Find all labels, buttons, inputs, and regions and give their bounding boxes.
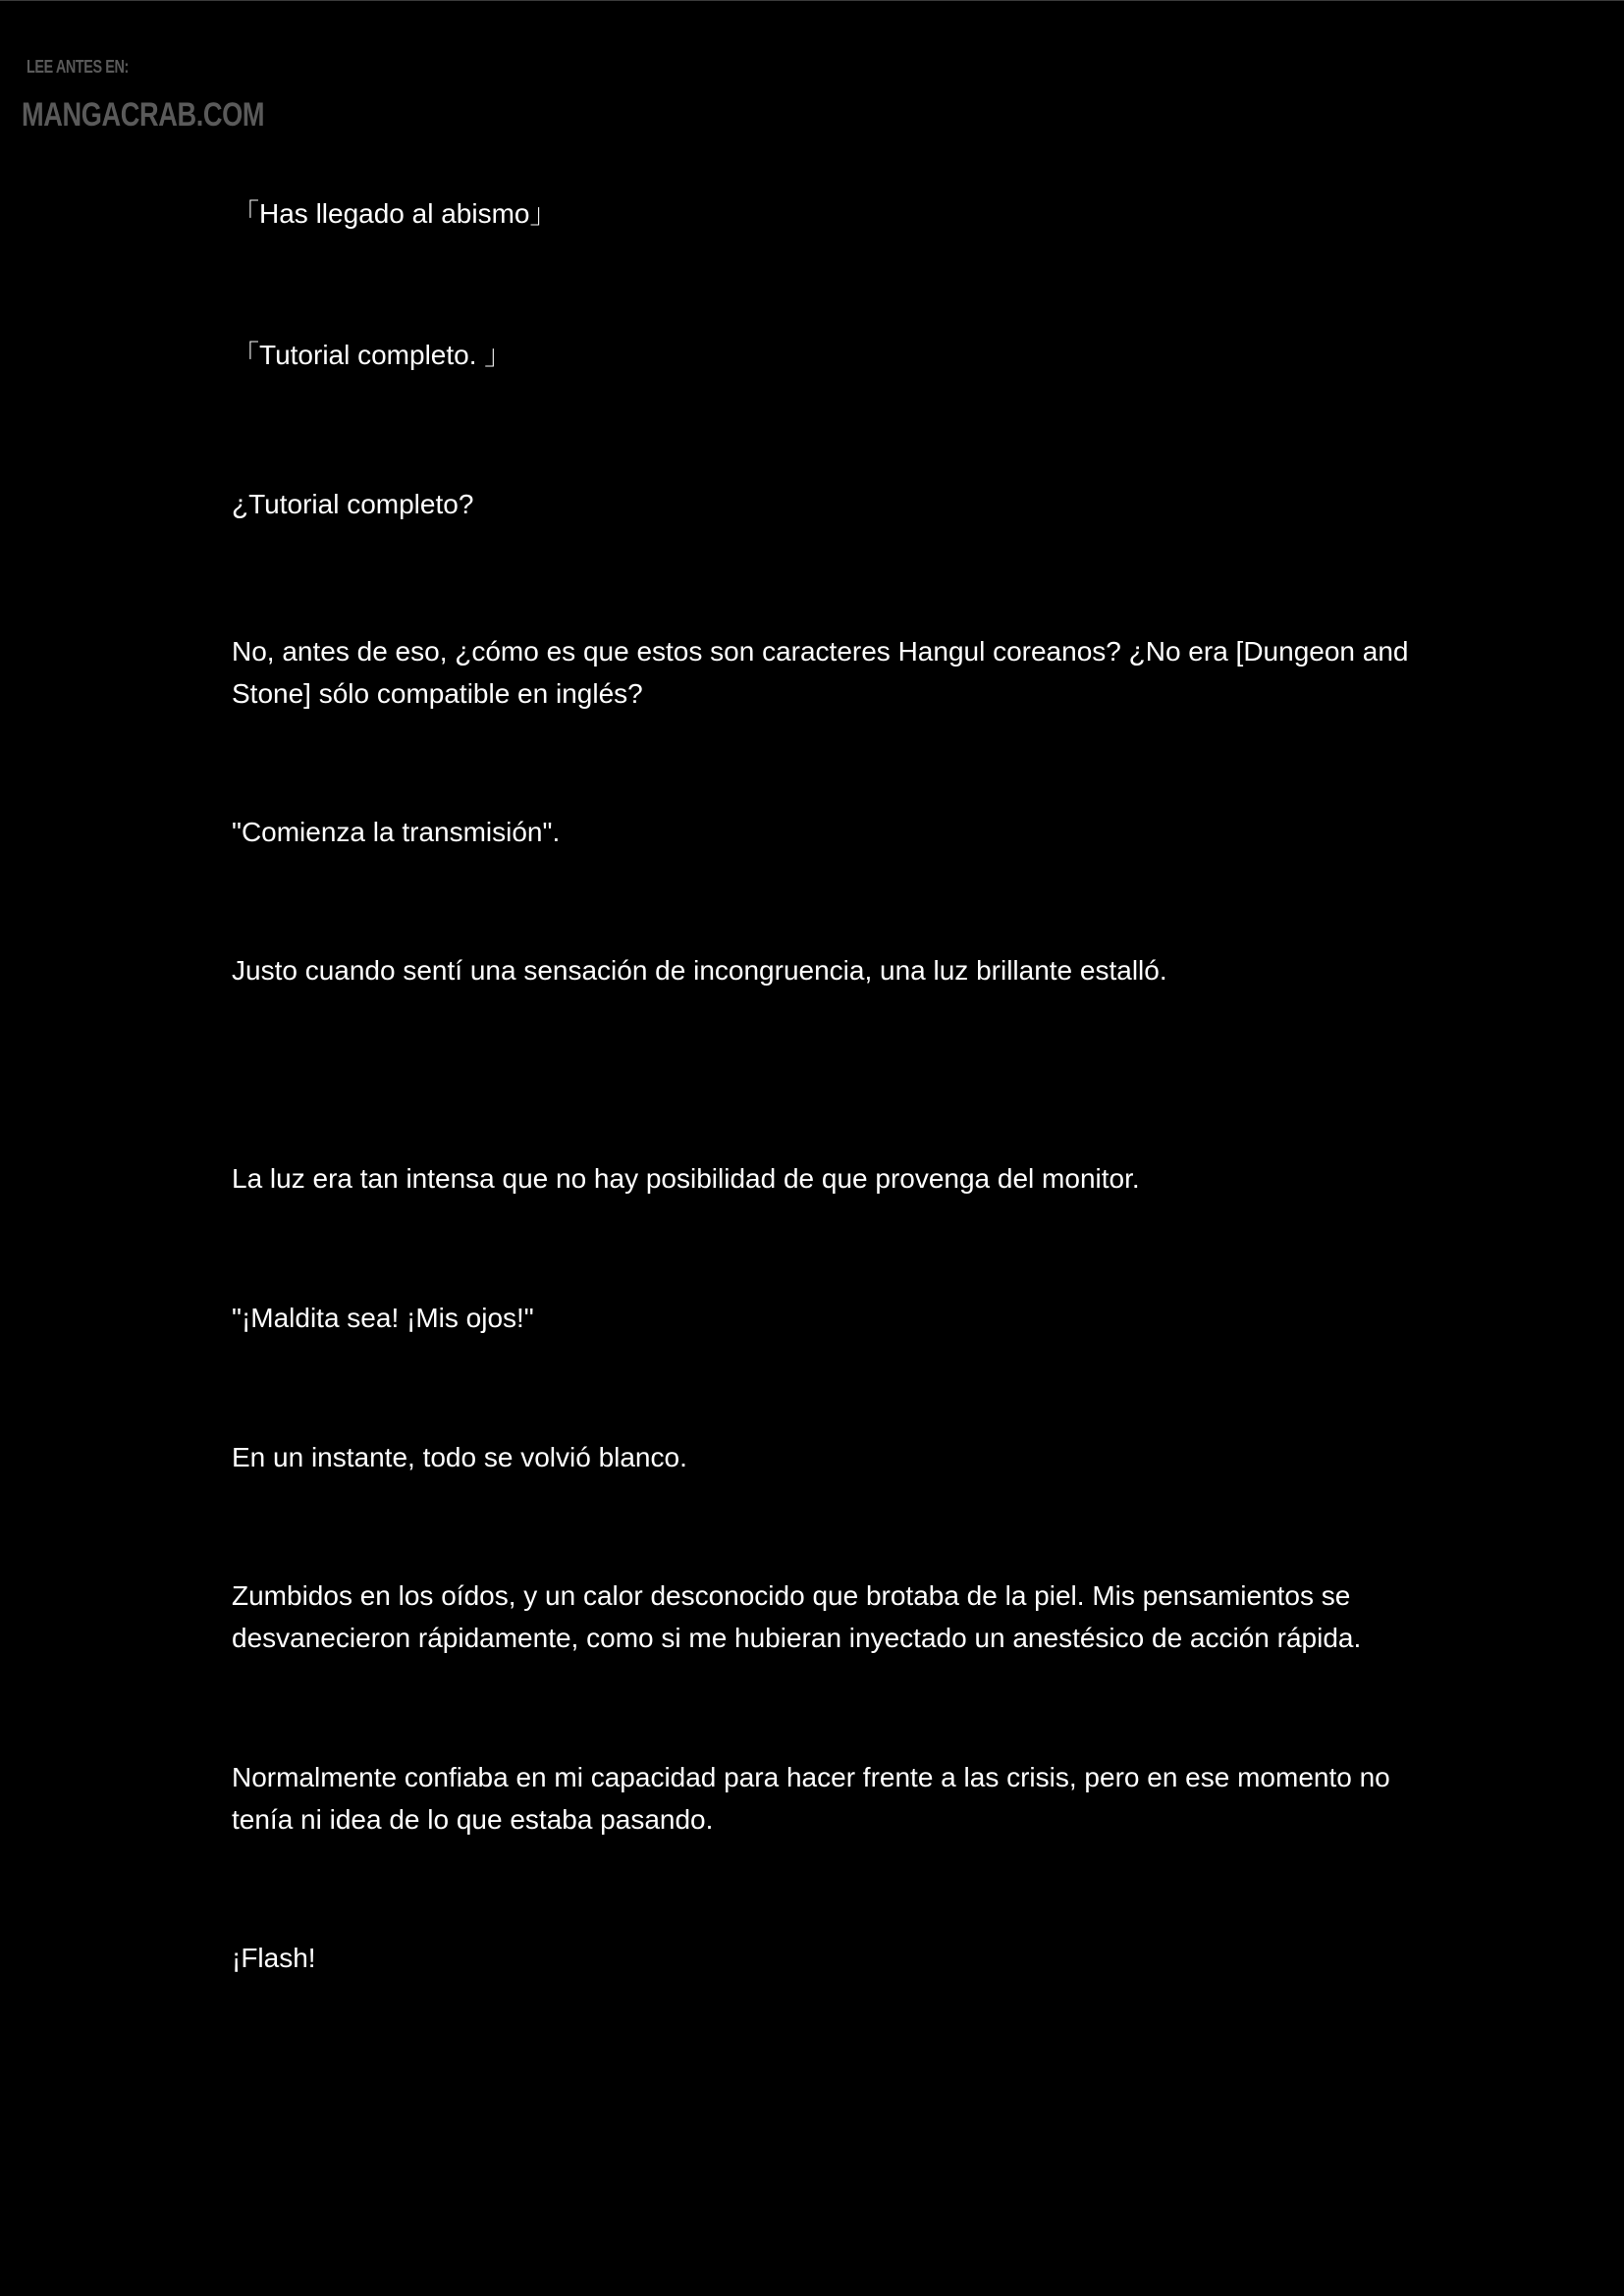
paragraph-2: 「Tutorial completo. 」: [232, 340, 513, 370]
paragraph-9: En un instante, todo se volvió blanco.: [232, 1442, 687, 1472]
paragraph-5: "Comienza la transmisión".: [232, 817, 561, 847]
paragraph-11: Normalmente confiaba en mi capacidad para hacer frente a las crisis, pero en ese momento no tenía ni idea de lo que estaba pasando.: [232, 1762, 1390, 1835]
watermark-label: LEE ANTES EN:: [27, 57, 129, 77]
paragraph-8: "¡Maldita sea! ¡Mis ojos!": [232, 1303, 534, 1333]
paragraph-12: ¡Flash!: [232, 1943, 316, 1973]
paragraph-7: La luz era tan intensa que no hay posibilidad de que provenga del monitor.: [232, 1163, 1140, 1194]
paragraph-10: Zumbidos en los oídos, y un calor desconocido que brotaba de la piel. Mis pensamientos se desvanecieron rápidamente, como si me hubieran inyectado un anestésico de acción rápida.: [232, 1580, 1362, 1653]
paragraph-6: Justo cuando sentí una sensación de incongruencia, una luz brillante estalló.: [232, 955, 1167, 986]
page-top-border: [0, 0, 1624, 1]
paragraph-3: ¿Tutorial completo?: [232, 489, 474, 519]
paragraph-4: No, antes de eso, ¿cómo es que estos son caracteres Hangul coreanos? ¿No era [Dungeon and Stone] sólo compatible en inglés?: [232, 636, 1409, 709]
paragraph-1: 「Has llegado al abismo」: [232, 198, 558, 229]
watermark-site: MANGACRAB.COM: [22, 96, 265, 133]
